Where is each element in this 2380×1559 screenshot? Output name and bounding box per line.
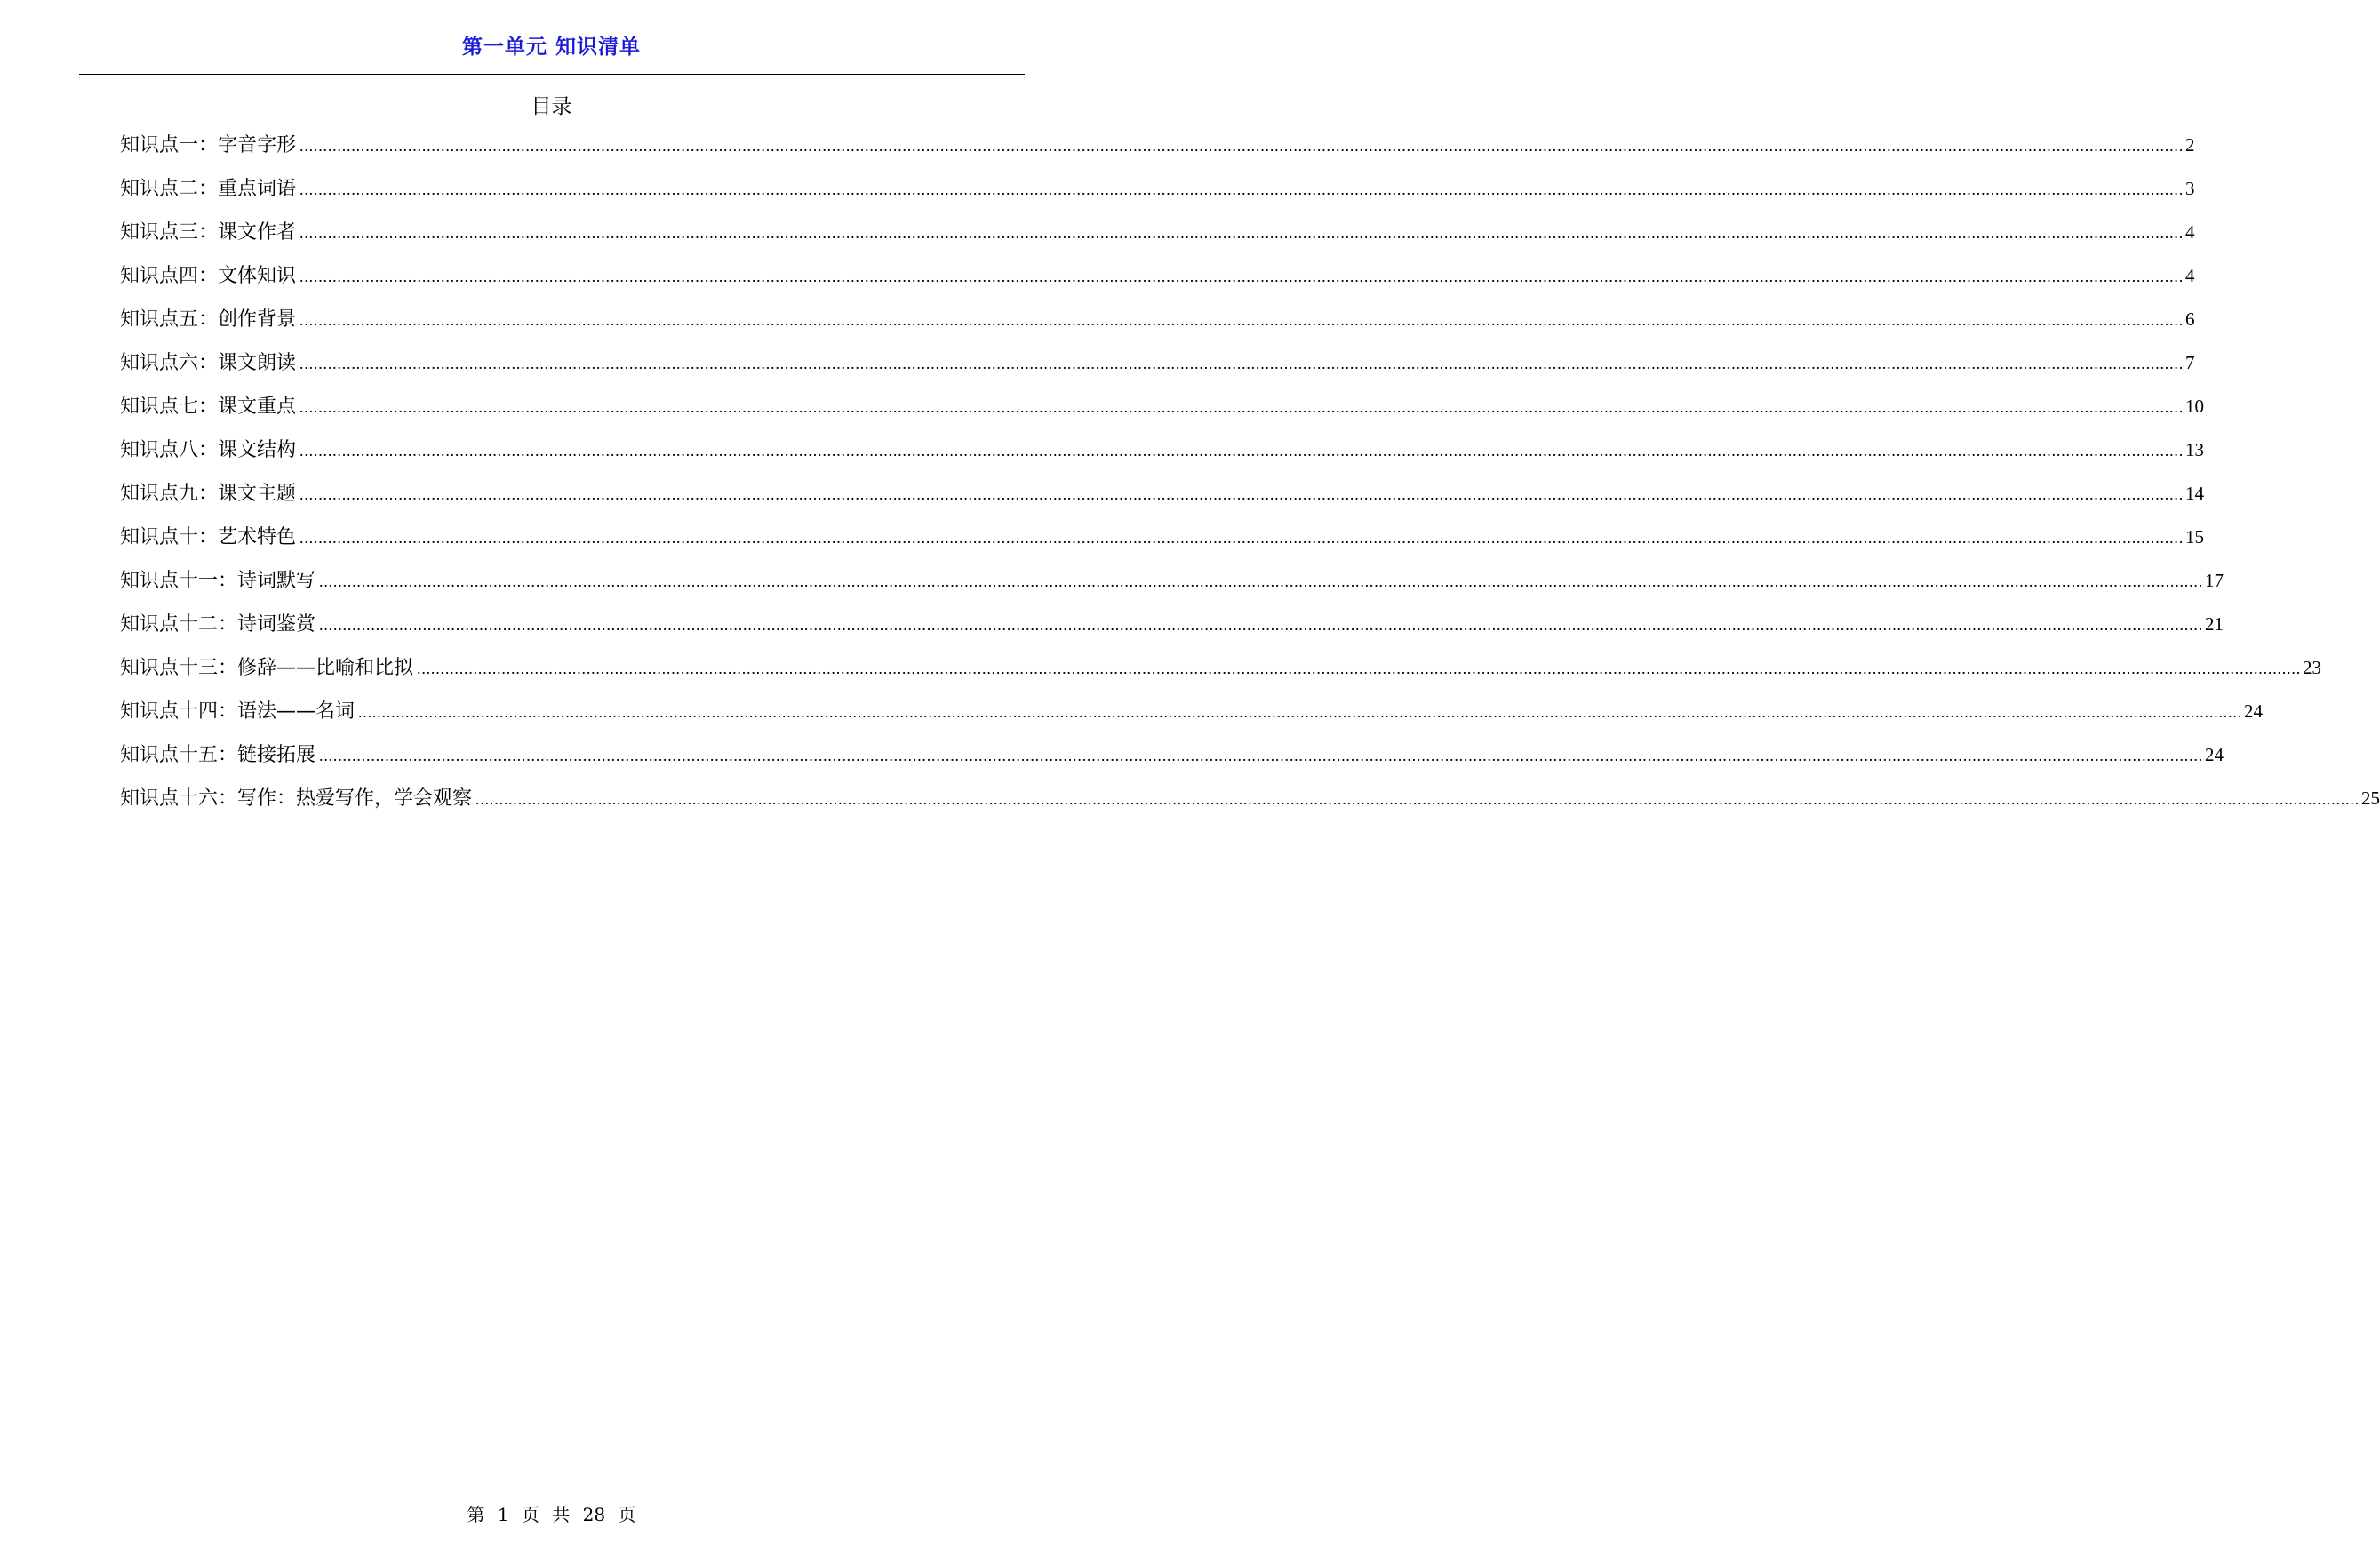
toc-entry[interactable] bbox=[120, 652, 2322, 696]
toc-entry-label: 知识点六：课文朗读 bbox=[120, 352, 297, 374]
toc-entry-label: 知识点五：创作背景 bbox=[120, 308, 297, 331]
toc-entry[interactable] bbox=[120, 348, 2195, 391]
toc-entry[interactable] bbox=[120, 740, 2224, 783]
toc-entry-label: 知识点十：艺术特色 bbox=[120, 526, 297, 548]
toc-entry[interactable] bbox=[120, 783, 2380, 827]
toc-entry-label: 知识点十一：诗词默写 bbox=[120, 570, 316, 592]
toc-entry[interactable] bbox=[120, 217, 2195, 260]
toc-entry-page-number: 7 bbox=[2185, 352, 2195, 373]
toc-entry-label: 知识点三：课文作者 bbox=[120, 221, 297, 244]
toc-entry-page-number: 13 bbox=[2185, 439, 2205, 460]
toc-entry-page-number: 17 bbox=[2205, 570, 2224, 591]
toc-entry[interactable] bbox=[120, 260, 2195, 304]
toc-dot-leader: ................................................................................................................................................................................................................................................................................................................................................................................................................ bbox=[299, 485, 2184, 503]
table-of-contents bbox=[120, 130, 2380, 827]
toc-entry-page-number: 24 bbox=[2205, 744, 2224, 765]
toc-entry-label: 知识点一：字音字形 bbox=[120, 134, 297, 156]
toc-entry-page-number: 3 bbox=[2185, 178, 2195, 199]
toc-entry-page-number: 25 bbox=[2361, 787, 2380, 809]
toc-entry-page-number: 6 bbox=[2185, 308, 2195, 330]
toc-entry-page-number: 23 bbox=[2303, 657, 2322, 678]
toc-dot-leader: ................................................................................................................................................................................................................................................................................................................................................................................................................ bbox=[299, 268, 2184, 285]
toc-entry-label: 知识点九：课文主题 bbox=[120, 483, 297, 505]
toc-entry-label: 知识点十四：语法——名词 bbox=[120, 700, 355, 723]
toc-title: 目录 bbox=[531, 95, 572, 118]
toc-dot-leader: ................................................................................................................................................................................................................................................................................................................................................................................................................ bbox=[299, 224, 2184, 242]
toc-entry-label: 知识点十五：链接拓展 bbox=[120, 744, 316, 766]
toc-entry-label: 知识点十二：诗词鉴赏 bbox=[120, 613, 316, 636]
toc-dot-leader: ................................................................................................................................................................................................................................................................................................................................................................................................................ bbox=[319, 572, 2204, 590]
toc-entry-page-number: 2 bbox=[2185, 134, 2195, 156]
toc-entry-page-number: 14 bbox=[2185, 483, 2205, 504]
toc-entry-label: 知识点七：课文重点 bbox=[120, 396, 297, 418]
toc-dot-leader: ................................................................................................................................................................................................................................................................................................................................................................................................................ bbox=[299, 442, 2184, 460]
toc-dot-leader: ................................................................................................................................................................................................................................................................................................................................................................................................................ bbox=[299, 398, 2184, 416]
toc-entry-page-number: 4 bbox=[2185, 221, 2195, 243]
toc-entry-label: 知识点十三：修辞——比喻和比拟 bbox=[120, 657, 414, 679]
toc-dot-leader: ................................................................................................................................................................................................................................................................................................................................................................................................................ bbox=[319, 747, 2204, 764]
toc-entry[interactable] bbox=[120, 435, 2205, 478]
toc-entry[interactable] bbox=[120, 304, 2195, 348]
toc-entry[interactable] bbox=[120, 609, 2224, 652]
toc-dot-leader: ................................................................................................................................................................................................................................................................................................................................................................................................................ bbox=[299, 311, 2184, 329]
toc-entry-label: 知识点二：重点词语 bbox=[120, 178, 297, 200]
toc-entry[interactable] bbox=[120, 478, 2205, 522]
toc-dot-leader: ................................................................................................................................................................................................................................................................................................................................................................................................................ bbox=[299, 180, 2184, 198]
toc-dot-leader: ................................................................................................................................................................................................................................................................................................................................................................................................................ bbox=[299, 355, 2184, 372]
page-header-title: 第一单元 知识清单 bbox=[461, 36, 641, 59]
toc-entry-label: 知识点四：文体知识 bbox=[120, 265, 297, 287]
toc-entry-label: 知识点八：课文结构 bbox=[120, 439, 297, 461]
toc-dot-leader: ................................................................................................................................................................................................................................................................................................................................................................................................................ bbox=[358, 703, 2243, 721]
toc-entry[interactable] bbox=[120, 391, 2205, 435]
toc-entry[interactable] bbox=[120, 522, 2205, 565]
toc-dot-leader: ................................................................................................................................................................................................................................................................................................................................................................................................................ bbox=[299, 137, 2184, 155]
toc-entry-page-number: 21 bbox=[2205, 613, 2224, 635]
toc-entry[interactable] bbox=[120, 565, 2224, 609]
toc-dot-leader: ................................................................................................................................................................................................................................................................................................................................................................................................................ bbox=[475, 790, 2360, 808]
toc-entry-label: 知识点十六：写作：热爱写作，学会观察 bbox=[120, 787, 473, 810]
toc-entry[interactable] bbox=[120, 173, 2195, 217]
toc-dot-leader: ................................................................................................................................................................................................................................................................................................................................................................................................................ bbox=[417, 660, 2302, 677]
toc-entry-page-number: 24 bbox=[2244, 700, 2264, 722]
toc-entry-page-number: 10 bbox=[2185, 396, 2205, 417]
page-footer: 第 1 页 共 28 页 bbox=[467, 1504, 636, 1525]
toc-entry-page-number: 4 bbox=[2185, 265, 2195, 286]
toc-dot-leader: ................................................................................................................................................................................................................................................................................................................................................................................................................ bbox=[299, 529, 2184, 547]
toc-entry[interactable] bbox=[120, 130, 2195, 173]
header-divider bbox=[79, 74, 1025, 75]
toc-entry[interactable] bbox=[120, 696, 2264, 740]
toc-entry-page-number: 15 bbox=[2185, 526, 2205, 548]
toc-dot-leader: ................................................................................................................................................................................................................................................................................................................................................................................................................ bbox=[319, 616, 2204, 634]
